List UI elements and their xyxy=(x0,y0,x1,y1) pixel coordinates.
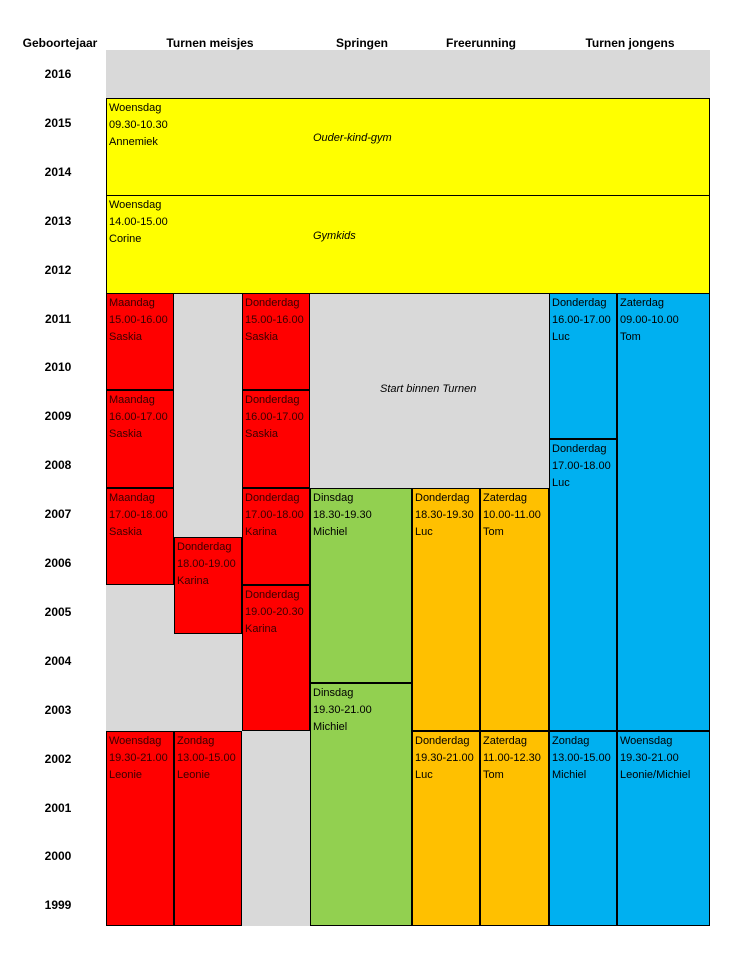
block-time: 16.00-17.00 xyxy=(109,411,168,423)
header-springen: Springen xyxy=(335,36,388,50)
schedule-block-f4 xyxy=(480,731,549,926)
block-time: 19.30-21.00 xyxy=(620,752,679,764)
block-day: Donderdag xyxy=(552,297,607,309)
block-time: 14.00-15.00 xyxy=(109,216,168,228)
block-coach: Saskia xyxy=(245,331,279,343)
block-coach: Saskia xyxy=(109,331,143,343)
block-coach: Saskia xyxy=(109,428,143,440)
block-day: Maandag xyxy=(109,297,155,309)
schedule-block-j5 xyxy=(617,731,710,926)
block-time: 16.00-17.00 xyxy=(552,314,611,326)
schedule-block-m3 xyxy=(106,488,174,585)
block-day: Dinsdag xyxy=(313,687,354,699)
block-time: 11.00-12.30 xyxy=(483,752,541,764)
header-turnen-jongens: Turnen jongens xyxy=(585,36,675,50)
block-coach: Luc xyxy=(552,331,570,343)
schedule-block-j3 xyxy=(549,439,617,731)
block-time: 13.00-15.00 xyxy=(552,752,611,764)
schedule-block-d4 xyxy=(174,537,242,634)
year-label: 2013 xyxy=(44,213,72,228)
block-day: Woensdag xyxy=(109,102,162,114)
label-gymkids: Gymkids xyxy=(313,230,356,242)
block-day: Donderdag xyxy=(245,297,300,309)
schedule-block-f1 xyxy=(412,488,480,731)
header-freerunning: Freerunning xyxy=(445,36,516,50)
block-coach: Saskia xyxy=(109,526,143,538)
schedule-block-d2 xyxy=(242,390,310,488)
block-coach: Tom xyxy=(483,526,504,538)
block-day: Zaterdag xyxy=(620,297,665,309)
block-coach: Luc xyxy=(415,769,433,781)
block-day: Maandag xyxy=(109,394,155,406)
block-time: 19.30-21.00 xyxy=(313,704,372,716)
schedule-block-f2 xyxy=(480,488,549,731)
block-coach: Karina xyxy=(177,575,209,587)
year-label: 2007 xyxy=(44,507,72,522)
schedule-block-d1 xyxy=(242,293,310,390)
block-day: Zondag xyxy=(552,735,590,747)
schedule-block-j4 xyxy=(549,731,617,926)
year-label: 2002 xyxy=(44,751,72,766)
block-day: Donderdag xyxy=(245,492,300,504)
schedule-block-w1 xyxy=(106,731,174,926)
block-time: 17.00-18.00 xyxy=(245,509,304,521)
block-time: 15.00-16.00 xyxy=(245,314,304,326)
block-time: 15.00-16.00 xyxy=(109,314,168,326)
block-time: 09.30-10.30 xyxy=(109,119,168,131)
schedule-block-d5 xyxy=(242,585,310,731)
block-coach: Michiel xyxy=(552,769,587,781)
year-label: 1999 xyxy=(44,898,72,913)
block-day: Donderdag xyxy=(415,735,470,747)
block-day: Woensdag xyxy=(109,199,162,211)
year-label: 2004 xyxy=(44,653,72,668)
schedule-block-d3 xyxy=(242,488,310,585)
block-coach: Leonie xyxy=(177,769,211,781)
schedule-block-j2 xyxy=(617,293,710,731)
block-time: 17.00-18.00 xyxy=(552,460,611,472)
year-label: 2009 xyxy=(44,409,72,424)
block-coach: Karina xyxy=(245,526,277,538)
block-time: 13.00-15.00 xyxy=(177,752,236,764)
block-day: Donderdag xyxy=(552,443,607,455)
block-day: Zaterdag xyxy=(483,492,528,504)
block-coach: Annemiek xyxy=(109,136,158,148)
block-coach: Leonie/Michiel xyxy=(620,769,691,781)
year-label: 2014 xyxy=(44,164,72,179)
block-coach: Leonie xyxy=(109,769,143,781)
block-gymkids xyxy=(106,195,710,294)
year-label: 2000 xyxy=(44,849,72,864)
empty-area-meisjes-bottom xyxy=(242,731,310,926)
block-coach: Saskia xyxy=(245,428,279,440)
year-label: 2012 xyxy=(44,262,72,277)
schedule-block-m2 xyxy=(106,390,174,488)
schedule-block-s1 xyxy=(310,488,412,683)
year-label: 2008 xyxy=(44,458,72,473)
block-day: Donderdag xyxy=(245,589,300,601)
block-day: Dinsdag xyxy=(313,492,354,504)
block-time: 10.00-11.00 xyxy=(483,509,541,521)
year-label: 2015 xyxy=(44,115,72,130)
block-day: Donderdag xyxy=(177,541,232,553)
year-label: 2001 xyxy=(44,800,72,815)
block-ouder-kind-gym xyxy=(106,98,710,196)
block-time: 18.30-19.30 xyxy=(415,509,474,521)
header-turnen-meisjes: Turnen meisjes xyxy=(166,36,254,50)
schedule-block-m1 xyxy=(106,293,174,390)
label-start-binnen-turnen: Start binnen Turnen xyxy=(380,383,477,395)
block-time: 09.00-10.00 xyxy=(620,314,679,326)
empty-area-2016 xyxy=(106,50,710,98)
year-label: 2016 xyxy=(44,67,72,81)
block-time: 19.30-21.00 xyxy=(109,752,168,764)
year-label: 2010 xyxy=(44,360,72,375)
block-day: Donderdag xyxy=(415,492,470,504)
block-time: 19.30-21.00 xyxy=(415,752,474,764)
empty-area-meisjes-left xyxy=(106,585,174,731)
schedule-block-j1 xyxy=(549,293,617,439)
block-time: 18.30-19.30 xyxy=(313,509,372,521)
year-label: 2011 xyxy=(44,311,72,326)
block-coach: Corine xyxy=(109,233,142,245)
block-day: Maandag xyxy=(109,492,155,504)
block-coach: Luc xyxy=(552,477,570,489)
schedule-block-f3 xyxy=(412,731,480,926)
empty-area-meisjes-mid xyxy=(174,634,242,731)
block-day: Zaterdag xyxy=(483,735,528,747)
block-coach: Michiel xyxy=(313,526,348,538)
block-time: 19.00-20.30 xyxy=(245,606,304,618)
block-day: Zondag xyxy=(177,735,215,747)
block-day: Woensdag xyxy=(109,735,162,747)
block-coach: Michiel xyxy=(313,721,348,733)
block-coach: Tom xyxy=(483,769,504,781)
block-day: Donderdag xyxy=(245,394,300,406)
block-day: Woensdag xyxy=(620,735,673,747)
block-coach: Luc xyxy=(415,526,433,538)
block-time: 17.00-18.00 xyxy=(109,509,168,521)
block-time: 18.00-19.00 xyxy=(177,558,236,570)
block-coach: Tom xyxy=(620,331,641,343)
block-coach: Karina xyxy=(245,623,277,635)
year-label: 2006 xyxy=(44,556,72,570)
header-year: Geboortejaar xyxy=(22,36,98,50)
block-time: 16.00-17.00 xyxy=(245,411,304,423)
empty-area-meisjes-top xyxy=(174,293,242,537)
year-label: 2003 xyxy=(44,702,72,717)
schedule-block-s2 xyxy=(310,683,412,926)
label-ouder-kind-gym: Ouder-kind-gym xyxy=(313,132,392,144)
year-label: 2005 xyxy=(44,604,72,619)
schedule-block-z1 xyxy=(174,731,242,926)
